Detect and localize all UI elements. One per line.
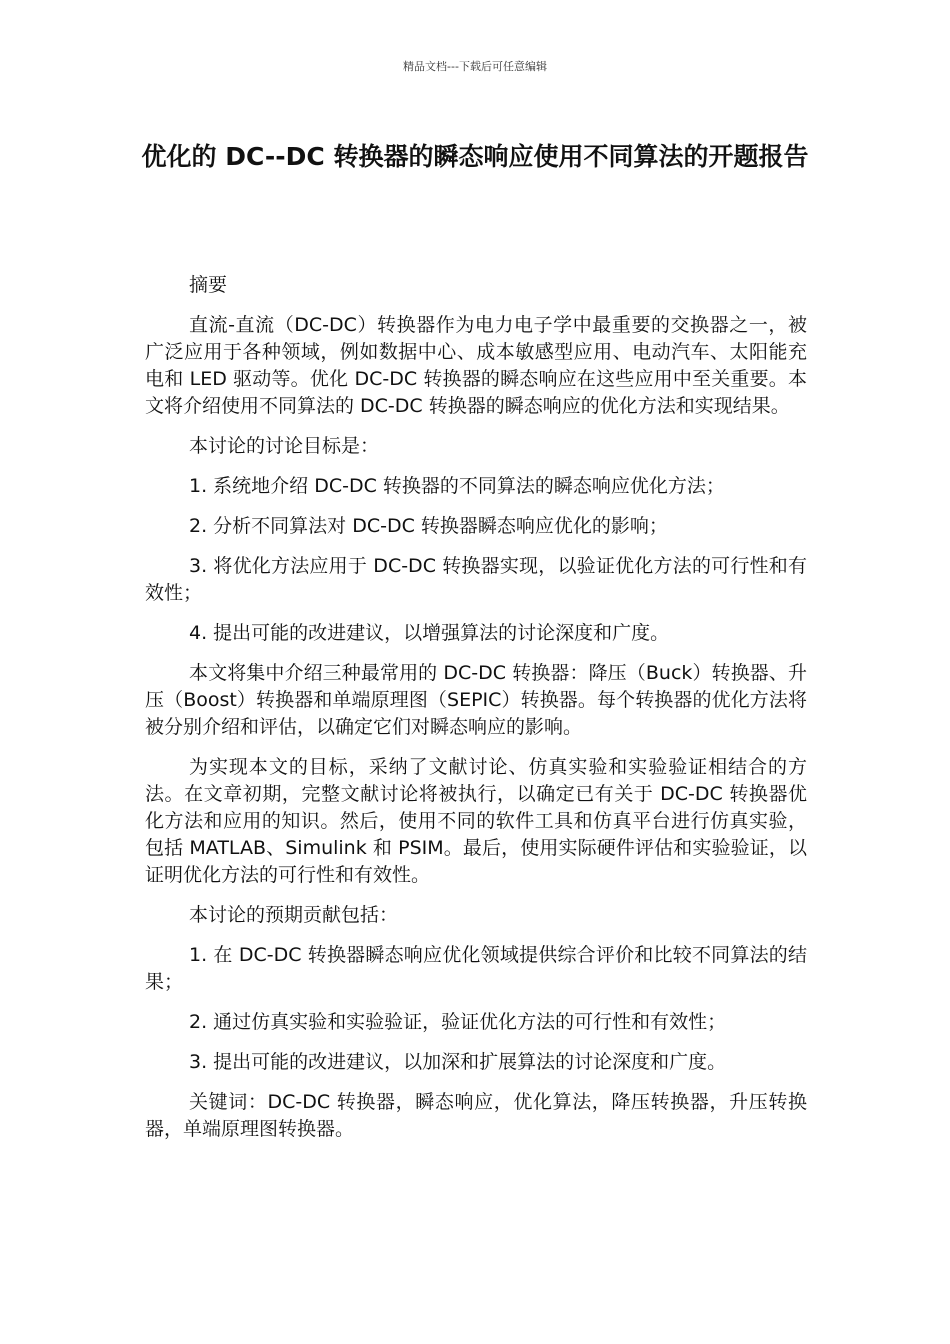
page-header: 精品文档---下载后可任意编辑: [403, 60, 547, 73]
contributions-heading: 本讨论的预期贡献包括：: [189, 904, 399, 926]
document-body: [145, 272, 807, 1156]
keywords-paragraph: 关键词：DC-DC 转换器，瞬态响应，优化算法，降压转换器，升压转换器，单端原理图转换器。: [145, 1091, 807, 1140]
goal-item: 3. 将优化方法应用于 DC-DC 转换器实现，以验证优化方法的可行性和有效性；: [145, 555, 807, 604]
method-paragraph: 为实现本文的目标，采纳了文献讨论、仿真实验和实验验证相结合的方法。在文章初期，完整文献讨论将被执行，以确定已有关于 DC-DC 转换器优化方法和应用的知识。然后，使用不同的软件工具和仿真平台进行仿真实验，包括 MATLAB、Simulink 和 PSIM。最后，使用实际硬件评估和实验验证，以证明优化方法的可行性和有效性。: [145, 756, 807, 886]
contribution-item: 2. 通过仿真实验和实验验证，验证优化方法的可行性和有效性；: [189, 1011, 727, 1033]
goal-item: 4. 提出可能的改进建议，以增强算法的讨论深度和广度。: [189, 622, 670, 644]
goal-item: 2. 分析不同算法对 DC-DC 转换器瞬态响应优化的影响；: [189, 515, 668, 537]
contribution-item: 3. 提出可能的改进建议，以加深和扩展算法的讨论深度和广度。: [189, 1051, 727, 1073]
contribution-item: 1. 在 DC-DC 转换器瞬态响应优化领域提供综合评价和比较不同算法的结果；: [145, 944, 807, 993]
intro-paragraph: 直流-直流（DC-DC）转换器作为电力电子学中最重要的交换器之一，被广泛应用于各种领域，例如数据中心、成本敏感型应用、电动汽车、太阳能充电和 LED 驱动等。优化 DC-DC 转换器的瞬态响应在这些应用中至关重要。本文将介绍使用不同算法的 DC-DC 转换器的瞬态响应的优化方法和实现结果。: [145, 314, 807, 417]
document-title: 优化的 DC--DC 转换器的瞬态响应使用不同算法的开题报告: [141, 142, 809, 171]
abstract-heading: 摘要: [189, 274, 228, 296]
converters-paragraph: 本文将集中介绍三种最常用的 DC-DC 转换器：降压（Buck）转换器、升压（Boost）转换器和单端原理图（SEPIC）转换器。每个转换器的优化方法将被分别介绍和评估，以确定它们对瞬态响应的影响。: [145, 662, 807, 738]
goal-item: 1. 系统地介绍 DC-DC 转换器的不同算法的瞬态响应优化方法；: [189, 475, 725, 497]
goals-heading: 本讨论的讨论目标是：: [189, 435, 380, 457]
